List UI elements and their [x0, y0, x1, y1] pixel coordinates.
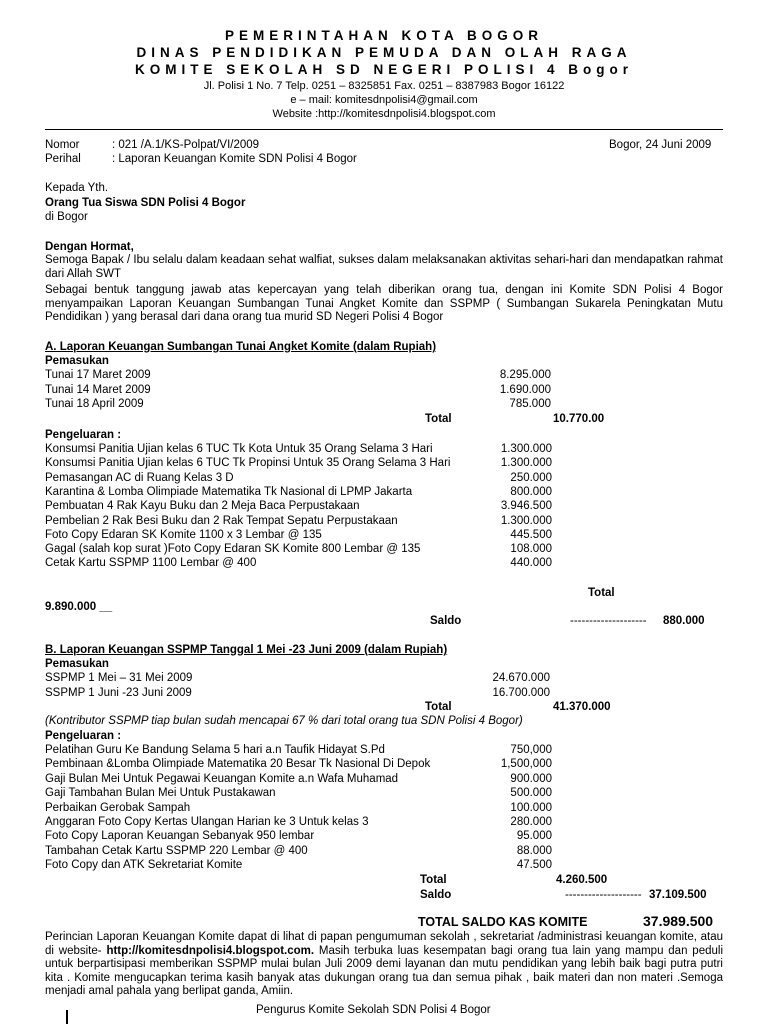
- section-b-income-label: Pemasukan: [45, 658, 109, 670]
- section-a-expense-label: Pengeluaran :: [45, 429, 122, 441]
- letter-date: Bogor, 24 Juni 2009: [609, 139, 712, 151]
- section-a-expense-row: [45, 557, 765, 571]
- section-b-income-row: [45, 672, 765, 686]
- section-b-expense-row: [45, 845, 765, 859]
- edge-mark: [66, 1010, 68, 1024]
- section-b-expense-amount: 280.000: [510, 816, 552, 828]
- section-a-expense-row: [45, 500, 765, 514]
- section-a-expense-row: [45, 543, 765, 557]
- section-a-expense-amount: 445.500: [510, 528, 552, 541]
- section-b-title: B. Laporan Keuangan SSPMP Tanggal 1 Mei -23 Juni 2009 (dalam Rupiah): [45, 644, 448, 656]
- closing-paragraph: [45, 931, 723, 999]
- closing-text-b: Masih terbuka luas kesempatan bagi orang tua lain yang mampu dan peduli untuk berpartisipasi memberikan SSPMP mulai bulan Juli 2009 demi layanan dan mutu pendidikan yang lebih baik bagi putra putri kita . Komite mengucapkan terima kasih banyak atas dukungan orang tua dan semua pihak , baik materi dan non materi .Semoga menjadi amal pahala yang berlipat ganda, Amiin.: [45, 944, 723, 997]
- section-b-saldo-dashes: --------------------: [565, 889, 642, 901]
- section-a-expense-label: Cetak Kartu SSPMP 1100 Lembar @ 400: [45, 557, 257, 570]
- section-b-saldo-label: Saldo: [420, 889, 452, 901]
- section-b-expense-amount: 900.000: [510, 772, 552, 785]
- section-a-expense-label: Pemasangan AC di Ruang Kelas 3 D: [45, 471, 234, 484]
- section-a-expense-label: Konsumsi Panitia Ujian kelas 6 TUC Tk Kota Untuk 35 Orang Selama 3 Hari: [45, 443, 433, 455]
- closing-text-a: Perincian Laporan Keuangan Komite dapat di lihat di papan pengumuman sekolah , sekretariat /administrasi keuangan komite, atau di website-: [45, 931, 723, 957]
- section-a-income-label: Pemasukan: [45, 355, 109, 367]
- section-a-income-row: [45, 398, 765, 412]
- section-b-expense-row: [45, 802, 765, 816]
- section-b-expense-row: [45, 859, 765, 873]
- section-a-expense-row: [45, 472, 765, 486]
- section-a-income-amount: 785.000: [509, 398, 551, 410]
- nomor-value: : 021 /A.1/KS-Polpat/VI/2009: [112, 139, 260, 151]
- header-divider: [45, 129, 723, 130]
- signature-line: Pengurus Komite Sekolah SDN Polisi 4 Bogor: [256, 1004, 491, 1016]
- section-b-saldo-value: 37.109.500: [649, 889, 707, 901]
- section-a-expense-amount: 800.000: [510, 485, 552, 498]
- section-b-income-amount: 16.700.000: [492, 686, 550, 699]
- section-b-expense-amount: 500.000: [510, 787, 552, 800]
- section-b-expense-label: Pembinaan &Lomba Olimpiade Matematika 20 Besar Tk Nasional Di Depok: [45, 758, 431, 771]
- section-a-expense-total: 9.890.000: [45, 601, 97, 613]
- section-b-expense-row: [45, 773, 765, 787]
- total-saldo-label: TOTAL SALDO KAS KOMITE: [418, 915, 588, 929]
- header-website: Website :http://komitesdnpolisi4.blogspot.com: [272, 108, 496, 120]
- section-a-expense-label: Gagal (salah kop surat )Foto Copy Edaran SK Komite 800 Lembar @ 135: [45, 543, 421, 556]
- total-saldo-value: 37.989.500: [643, 913, 714, 929]
- section-a-expense-label: Pembelian 2 Rak Besi Buku dan 2 Rak Tempat Sepatu Perpustakaan: [45, 514, 398, 527]
- section-b-income-label: SSPMP 1 Mei – 31 Mei 2009: [45, 672, 193, 684]
- section-b-expense-row: [45, 830, 765, 844]
- header-government: PEMERINTAHAN KOTA BOGOR: [225, 28, 543, 43]
- section-b-income-row: [45, 687, 765, 701]
- section-a-expense-amount: 440.000: [510, 557, 552, 570]
- section-b-expense-row: [45, 758, 765, 772]
- greeting: Dengan Hormat,: [45, 241, 134, 253]
- section-a-expense-amount: 1.300.000: [500, 457, 552, 470]
- website-link[interactable]: http://komitesdnpolisi4.blogspot.com.: [106, 944, 315, 957]
- section-a-income-amount: 8.295.000: [499, 369, 551, 381]
- section-b-note: (Kontributor SSPMP tiap bulan sudah mencapai 67 % dari total orang tua SDN Polisi 4 Bogor): [45, 715, 523, 727]
- section-a-expense-label: Konsumsi Panitia Ujian kelas 6 TUC Tk Propinsi Untuk 35 Orang Selama 3 Hari: [45, 457, 451, 470]
- section-b-expense-label: Gaji Bulan Mei Untuk Pegawai Keuangan Komite a.n Wafa Muhamad: [45, 772, 399, 785]
- header-committee: KOMITE SEKOLAH SD NEGERI POLISI 4 Bogor: [134, 62, 634, 77]
- section-a-expense-amount: 1.300.000: [500, 443, 552, 455]
- section-b-expense-total-label: Total: [420, 874, 447, 886]
- section-a-expense-label: Foto Copy Edaran SK Komite 1100 x 3 Lembar @ 135: [45, 528, 322, 541]
- section-b-expense-amount: 47.500: [516, 859, 552, 872]
- section-a-expense-label: Pembuatan 4 Rak Kayu Buku dan 2 Meja Baca Perpustakaan: [45, 500, 360, 513]
- section-b-expense-amount: 95.000: [516, 830, 552, 843]
- section-a-expense-label: Karantina & Lomba Olimpiade Matematika Tk Nasional di LPMP Jakarta: [45, 485, 413, 498]
- section-a-expense-row: [45, 515, 765, 529]
- section-a-expense-amount: 3.946.500: [500, 500, 552, 513]
- section-a-expense-total-label: Total: [588, 587, 615, 599]
- section-a-saldo-dashes: --------------------: [570, 615, 647, 627]
- section-b-expense-label: Anggaran Foto Copy Kertas Ulangan Harian ke 3 Untuk kelas 3: [45, 816, 369, 828]
- section-a-income-total-label: Total: [425, 413, 452, 425]
- section-a-saldo-value: 880.000: [663, 615, 705, 627]
- section-a-income-label: Tunai 17 Maret 2009: [45, 369, 151, 381]
- section-a-expense-total-suffix: __: [99, 601, 113, 613]
- section-b-expense-amount: 88.000: [516, 844, 552, 857]
- section-b-expense-amount: 750,000: [510, 744, 552, 756]
- section-a-income-total: 10.770.00: [553, 413, 605, 425]
- section-b-income-amount: 24.670.000: [492, 672, 550, 684]
- section-a-income-row: [45, 369, 765, 383]
- section-b-expense-row: [45, 816, 765, 830]
- section-b-expense-label: Tambahan Cetak Kartu SSPMP 220 Lembar @ 400: [45, 844, 308, 857]
- perihal-value: : Laporan Keuangan Komite SDN Polisi 4 Bogor: [112, 153, 357, 165]
- section-a-expense-amount: 1.300.000: [500, 514, 552, 527]
- section-b-expense-label: Foto Copy dan ATK Sekretariat Komite: [45, 859, 243, 872]
- section-a-expense-amount: 250.000: [510, 471, 552, 484]
- section-b-expense-amount: 1,500,000: [500, 758, 552, 771]
- section-a-title: A. Laporan Keuangan Sumbangan Tunai Angket Komite (dalam Rupiah): [45, 341, 437, 353]
- section-b-income-total: 41.370.000: [553, 701, 611, 713]
- section-a-income-amount: 1.690.000: [499, 383, 551, 396]
- recipient-line-3: di Bogor: [45, 211, 88, 223]
- section-a-expense-total-row: [45, 600, 112, 614]
- header-department: DINAS PENDIDIKAN PEMUDA DAN OLAH RAGA: [136, 45, 632, 60]
- section-b-expense-row: [45, 787, 765, 801]
- section-a-income-label: Tunai 14 Maret 2009: [45, 383, 151, 396]
- section-a-income-row: [45, 384, 765, 398]
- perihal-label: Perihal: [45, 153, 81, 165]
- section-b-expense-amount: 100.000: [510, 801, 552, 814]
- section-b-income-total-label: Total: [425, 701, 452, 713]
- section-a-income-label: Tunai 18 April 2009: [45, 398, 144, 410]
- section-b-expense-label: Pengeluaran :: [45, 730, 122, 742]
- section-b-expense-label: Foto Copy Laporan Keuangan Sebanyak 950 lembar: [45, 830, 315, 843]
- header-address: Jl. Polisi 1 No. 7 Telp. 0251 – 8325851 Fax. 0251 – 8387983 Bogor 16122: [203, 80, 565, 92]
- section-a-expense-row: [45, 457, 765, 471]
- nomor-label: Nomor: [45, 139, 80, 151]
- section-b-expense-row: [45, 744, 765, 758]
- section-b-income-label: SSPMP 1 Juni -23 Juni 2009: [45, 686, 192, 699]
- recipient-line-2: Orang Tua Siswa SDN Polisi 4 Bogor: [45, 197, 246, 209]
- section-a-expense-row: [45, 486, 765, 500]
- section-b-expense-label: Pelatihan Guru Ke Bandung Selama 5 hari a.n Taufik Hidayat S.Pd: [45, 744, 385, 756]
- section-a-saldo-label: Saldo: [430, 615, 462, 627]
- section-b-expense-label: Perbaikan Gerobak Sampah: [45, 801, 191, 814]
- section-a-expense-amount: 108.000: [510, 543, 552, 556]
- section-b-expense-label: Gaji Tambahan Bulan Mei Untuk Pustakawan: [45, 787, 276, 800]
- section-b-expense-total: 4.260.500: [556, 874, 608, 886]
- section-a-expense-row: [45, 529, 765, 543]
- paragraph-1: Semoga Bapak / Ibu selalu dalam keadaan sehat walfiat, sukses dalam melaksanakan aktivitas sehari-hari dan mendapatkan rahmat dari Allah SWT: [45, 254, 723, 280]
- header-email: e – mail: komitesdnpolisi4@gmail.com: [290, 94, 478, 106]
- recipient-line-1: Kepada Yth.: [45, 182, 109, 194]
- paragraph-2: Sebagai bentuk tanggung jawab atas kepercayan yang telah diberikan orang tua, dengan ini Komite SDN Polisi 4 Bogor menyampaikan Laporan Keuangan Sumbangan Tunai Angket Komite dan SSPMP ( Sumbangan Sukarela Peningkatan Mutu Pendidikan ) yang berasal dari dana orang tua murid SD Negeri Polisi 4 Bogor: [45, 284, 723, 323]
- section-a-expense-row: [45, 443, 765, 457]
